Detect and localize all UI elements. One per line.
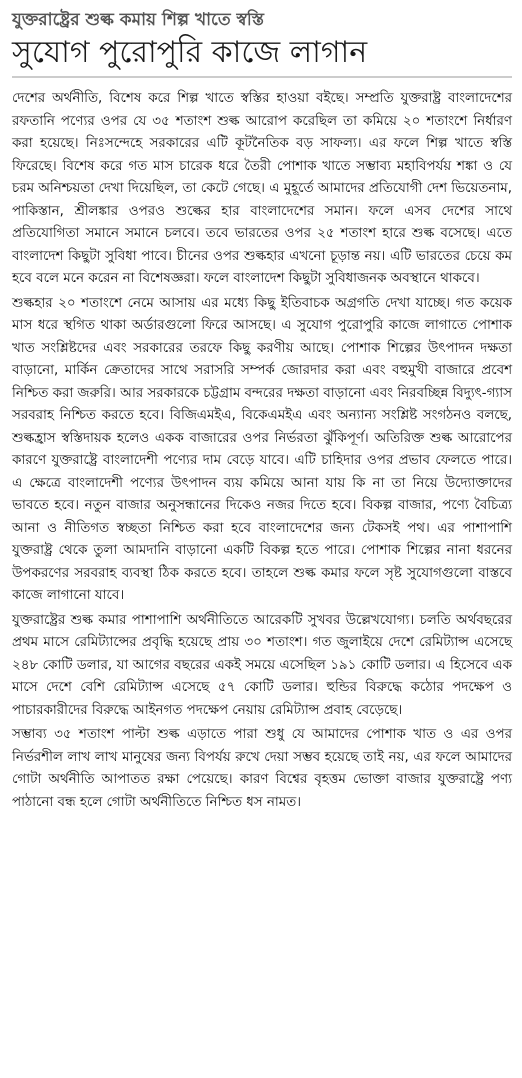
article-paragraph: শুল্কহার ২০ শতাংশে নেমে আসায় এর মধ্যে কিছু ইতিবাচক অগ্রগতি দেখা যাচ্ছে। গত কয়েক মাস ধরে স্থগিত থাকা অর্ডারগুলো ফিরে আসছে। এ সুযোগ পুরোপুরি কাজে লাগাতে পোশাক খাত সংশ্লিষ্টদের এবং সরকারের তরফে কিছু করণীয় আছে। পোশাক শিল্পের উৎপাদন দক্ষতা বাড়ানো, মার্কিন ক্রেতাদের সাথে সরাসরি সম্পর্ক জোরদার করা এবং বহুমুখী বাজারে প্রবেশ নিশ্চিত করা জরুরি। আর সরকারকে চট্টগ্রাম বন্দরের দক্ষতা বাড়ানো এবং নিরবচ্ছিন্ন বিদ্যুৎ-গ্যাস সরবরাহ নিশ্চিত করতে হবে। বিজিএমইএ, বিকেএমইএ এবং অন্যান্য সংশ্লিষ্ট সংগঠনও বলছে, শুল্কহ্রাস স্বস্তিদায়ক হলেও একক বাজারের ওপর নির্ভরতা ঝুঁকিপূর্ণ। অতিরিক্ত শুল্ক আরোপের কারণে যুক্তরাষ্ট্রে বাংলাদেশী পণ্যের দাম বেড়ে যাবে। এটি চাহিদার ওপর প্রভাব ফেলতে পারে। এ ক্ষেত্রে বাংলাদেশী পণ্যের উৎপাদন ব্যয় কমিয়ে আনা যায় কি না তা নিয়ে উদ্যোক্তাদের ভাবতে হবে। নতুন বাজার অনুসন্ধানের দিকেও নজর দিতে হবে। বিকল্প বাজার, পণ্যে বৈচিত্র্য আনা ও নীতিগত স্বচ্ছতা নিশ্চিত করা হবে বাংলাদেশের জন্য টেকসই পথ। এর পাশাপাশি যুক্তরাষ্ট্র থেকে তুলা আমদানি বাড়ানো একটি বিকল্প হতে পারে। পোশাক শিল্পের নানা ধরনের উপকরণের সরবরাহ ব্যবস্থা ঠিক করতে হবে। তাহলে শুল্ক কমার ফলে সৃষ্ট সুযোগগুলো বাস্তবে কাজে লাগানো যাবে। xyxy=(12,295,512,603)
article-headline: সুযোগ পুরোপুরি কাজে লাগান xyxy=(12,32,512,78)
article-kicker: যুক্তরাষ্ট্রের শুল্ক কমায় শিল্প খাতে স্বস্তি xyxy=(12,10,264,30)
article-body xyxy=(12,88,512,814)
article-paragraph: দেশের অর্থনীতি, বিশেষ করে শিল্প খাতে স্বস্তির হাওয়া বইছে। সম্প্রতি যুক্তরাষ্ট্র বাংলাদেশের রফতানি পণ্যের ওপর যে ৩৫ শতাংশ শুল্ক আরোপ করেছিল তা কমিয়ে ২০ শতাংশে নির্ধারণ করা হয়েছে। নিঃসন্দেহে সরকারের এটি কূটনৈতিক বড় সাফল্য। এর ফলে শিল্প খাতে স্বস্তি ফিরেছে। বিশেষ করে গত মাস চারেক ধরে তৈরী পোশাক খাতে সম্ভাব্য মহাবিপর্যয় শঙ্কা ও যে চরম অনিশ্চয়তা দেখা দিয়েছিল, তা কেটে গেছে। এ মুহূর্তে আমাদের প্রতিযোগী দেশ ভিয়েতনাম, পাকিস্তান, শ্রীলঙ্কার ওপরও শুল্কের হার বাংলাদেশের সমান। ফলে এসব দেশের সাথে প্রতিযোগিতা সমানে সমানে চলবে। তবে ভারতের ওপর ২৫ শতাংশ হারে শুল্ক বসেছে। এতে বাংলাদেশ কিছুটা সুবিধা পাবে। চীনের ওপর শুল্কহার এখনো চূড়ান্ত নয়। এটি ভারতের চেয়ে কম হবে বলে মনে করেন না বিশেষজ্ঞরা। ফলে বাংলাদেশ কিছুটা সুবিধাজনক অবস্থানে থাকবে। xyxy=(12,91,512,286)
article-paragraph: সম্ভাব্য ৩৫ শতাংশ পাল্টা শুল্ক এড়াতে পারা শুধু যে আমাদের পোশাক খাত ও এর ওপর নির্ভরশীল লাখ লাখ মানুষের জন্য বিপর্যয় রুখে দেয়া সম্ভব হয়েছে তাই নয়, এর ফলে আমাদের গোটা অর্থনীতি আপাতত রক্ষা পেয়েছে। কারণ বিশ্বের বৃহত্তম ভোক্তা বাজার যুক্তরাষ্ট্রে পণ্য পাঠানো বন্ধ হলে গোটা অর্থনীতিতে নিশ্চিত ধস নামত। xyxy=(12,727,512,810)
article-paragraph: যুক্তরাষ্ট্রের শুল্ক কমার পাশাপাশি অর্থনীতিতে আরেকটি সুখবর উল্লেখযোগ্য। চলতি অর্থবছরের প্রথম মাসে রেমিট্যান্সের প্রবৃদ্ধি হয়েছে প্রায় ৩০ শতাংশ। গত জুলাইয়ে দেশে রেমিট্যান্স এসেছে ২৪৮ কোটি ডলার, যা আগের বছরের একই সময়ে এসেছিল ১৯১ কোটি ডলার। এ হিসেবে এক মাসে দেশে বেশি রেমিট্যান্স এসেছে ৫৭ কোটি ডলার। হুন্ডির বিরুদ্ধে কঠোর পদক্ষেপ ও পাচারকারীদের বিরুদ্ধে আইনগত পদক্ষেপ নেয়ায় রেমিট্যান্স প্রবাহ বেড়েছে। xyxy=(12,612,512,718)
